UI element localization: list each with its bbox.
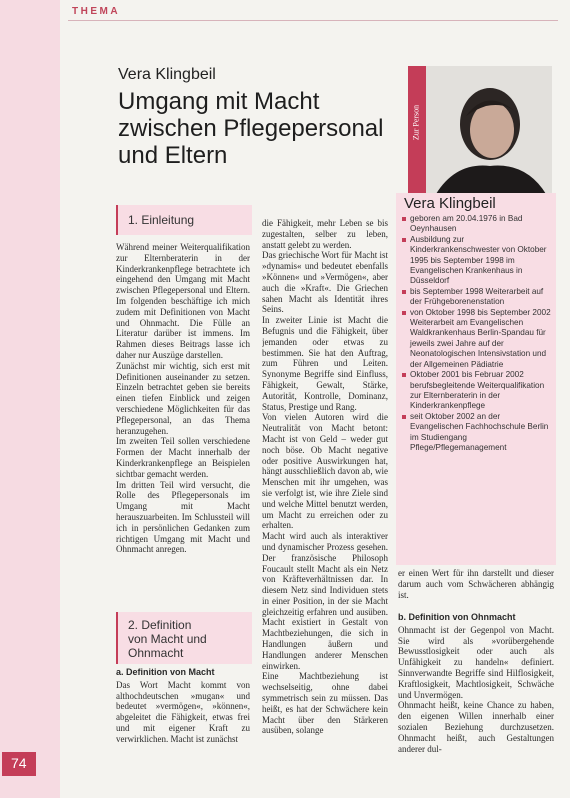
column-2-text xyxy=(262,218,388,786)
page-number: 74 xyxy=(11,755,27,771)
paragraph: Eine Machtbeziehung ist wechselseitig, ohne dabei symmetrisch sein zu müssen. Das heißt, es hat der Schwächere kein Macht über den Stärkeren ausüben, solange xyxy=(262,671,388,736)
profile-item: seit Oktober 2002 an der Evangelischen Fachhochschule Berlin im Studiengang Pflege/Pflegemanagement xyxy=(400,412,554,454)
paragraph: Das Wort Macht kommt von althochdeutschen »mugan« und bedeutet »vermögen«, »können«, abgeleitet die Fähigkeit, etwas frei und mit eigener Kraft zu verwirklichen. Macht ist zunächst xyxy=(116,679,250,744)
profile-name: Vera Klingbeil xyxy=(404,195,496,212)
paragraph: Das griechische Wort für Macht ist »dynamis« und bedeutet ebenfalls »Können« und »Vermögen«, aber auch die »Kraft«. Die Griechen sahen Macht als Identität ihres Seins. xyxy=(262,250,388,315)
heading-introduction xyxy=(116,205,252,235)
profile-item: geboren am 20.04.1976 in Bad Oeynhausen xyxy=(400,214,554,235)
section-label: THEMA xyxy=(72,6,121,17)
paragraph: Während meiner Weiterqualifikation zur Elternberaterin in der Kinderkrankenpflege betrachtete ich eingehend den Umgang mit Macht zwischen Pflegepersonal und Eltern. Im folgenden beschäftige ich mich zudem mit Definitionen von Macht und Ohnmacht. Die Fülle an Literatur darüber ist immens. Im Rahmen dieses Beitrags lasse ich daher nur Auszüge darstellen. xyxy=(116,242,250,360)
article-title: Umgang mit Macht zwischen Pflegepersonal und Eltern xyxy=(118,88,384,169)
heading-definition xyxy=(116,612,252,664)
profile-item: von Oktober 1998 bis September 2002 Weiterarbeit am Evangelischen Waldkrankenhaus Berlin-Spandau für jeweils zwei Jahre auf der Neonatologischen Intensivstation und der Allgemeinen Pädiatrie xyxy=(400,308,554,370)
profile-item: Oktober 2001 bis Februar 2002 berufsbegleitende Weiterqualifikation zur Elternberaterin in der Kinderkrankenpflege xyxy=(400,370,554,412)
article-author: Vera Klingbeil xyxy=(118,66,216,83)
left-margin-band xyxy=(0,0,60,798)
page-number-badge xyxy=(2,752,36,776)
paragraph: Ohnmacht ist der Gegenpol von Macht. Sie wird als »vorübergehende Bewusstlosigkeit oder auch als Unfähigkeit zu handeln« definiert. Sinnverwandte Begriffe sind Hilflosigkeit, Kraftlosigkeit, Machtlosigkeit, Schwäche und Unvermögen. xyxy=(398,624,554,700)
subheading-macht: a. Definition von Macht xyxy=(116,667,215,677)
subheading-ohnmacht: b. Definition von Ohnmacht xyxy=(398,612,516,622)
paragraph: Im zweiten Teil sollen verschiedene Formen der Macht innerhalb der Kinderkrankenpflege an Beispielen sichtbar gemacht werden. xyxy=(116,436,250,479)
author-photo xyxy=(426,66,552,194)
column-3-continued xyxy=(398,612,554,787)
paragraph: Von vielen Autoren wird die Neutralität von Macht betont: Macht ist von Geld – weder gut noch böse. Ob Macht negative oder positive Auswirkungen hat, hängt ausschließlich davon ab, wie Menschen mit ihr umgehen, was sie verfolgt ist, wie ihre Ziele sind und welche Mittel benutzt werden, um Macht zu erreichen oder zu erhalten. xyxy=(262,412,388,531)
profile-item: Ausbildung zur Kinderkrankenschwester von Oktober 1995 bis September 1998 im Evangelischen Krankenhaus in Düsseldorf xyxy=(400,235,554,287)
column-1-continued xyxy=(116,667,250,787)
sidebar-tab xyxy=(408,66,426,194)
header-rule xyxy=(68,20,558,21)
paragraph: Ohnmacht heißt, keine Chance zu haben, den eigenen Willen innerhalb einer sozialen Beziehung durchzusetzen. Ohnmacht heißt, auch Gestaltungen anderer dul- xyxy=(398,700,554,754)
heading-introduction-text: 1. Einleitung xyxy=(128,213,195,227)
heading-definition-text: 2. Definition von Macht und Ohnmacht xyxy=(128,618,207,660)
column-3-text xyxy=(398,568,554,610)
paragraph: die Fähigkeit, mehr Leben se bis zugestalten, selber zu leben, anstatt gelebt zu werden. xyxy=(262,218,388,250)
profile-list xyxy=(400,214,554,453)
paragraph: er einen Wert für ihn darstellt und dieser darum auch vom Schwächeren abhängig ist. xyxy=(398,568,554,600)
paragraph: Zunächst mir wichtig, sich erst mit Definitionen auseinander zu setzen. Einzeln betrachtet geben sie bereits einen tiefen Einblick und zeigen verschiedene Möglichkeiten für das Pflegepersonal, an das Thema heranzugehen. xyxy=(116,360,250,436)
profile-item: bis September 1998 Weiterarbeit auf der Frühgeborenenstation xyxy=(400,287,554,308)
sidebar-tab-label: Zur Person xyxy=(411,104,421,141)
paragraph: Macht wird auch als interaktiver und dynamischer Prozess gesehen. Der französische Philosoph Foucault stellt Macht als ein Netz von Kräfteverhältnissen dar. In diesem Netz sind Individuen stets in einer Position, in der sie Macht gleichzeitig erfahren und ausüben. Macht existiert in Gestalt von Machtbeziehungen, die sich in Handlungen äußern und Handlungen anderer Menschen einwirken. xyxy=(262,531,388,671)
paragraph: Im dritten Teil wird versucht, die Rolle des Pflegepersonals im Umgang mit Macht herauszuarbeiten. Im Schlussteil will ich in persönlichen Gedanken zum richtigen Umgang mit Macht und Ohnmacht anregen. xyxy=(116,479,250,555)
paragraph: In zweiter Linie ist Macht die Befugnis und die Fähigkeit, über jemanden oder etwas zu bestimmen. Sie hat den Auftrag, zum Führen und Leiten. Synonyme Begriffe sind Einfluss, Fähigkeit, Gewalt, Stärke, Autorität, Kontrolle, Dominanz, Status, Prestige und Rang. xyxy=(262,315,388,412)
column-1-text xyxy=(116,242,250,610)
